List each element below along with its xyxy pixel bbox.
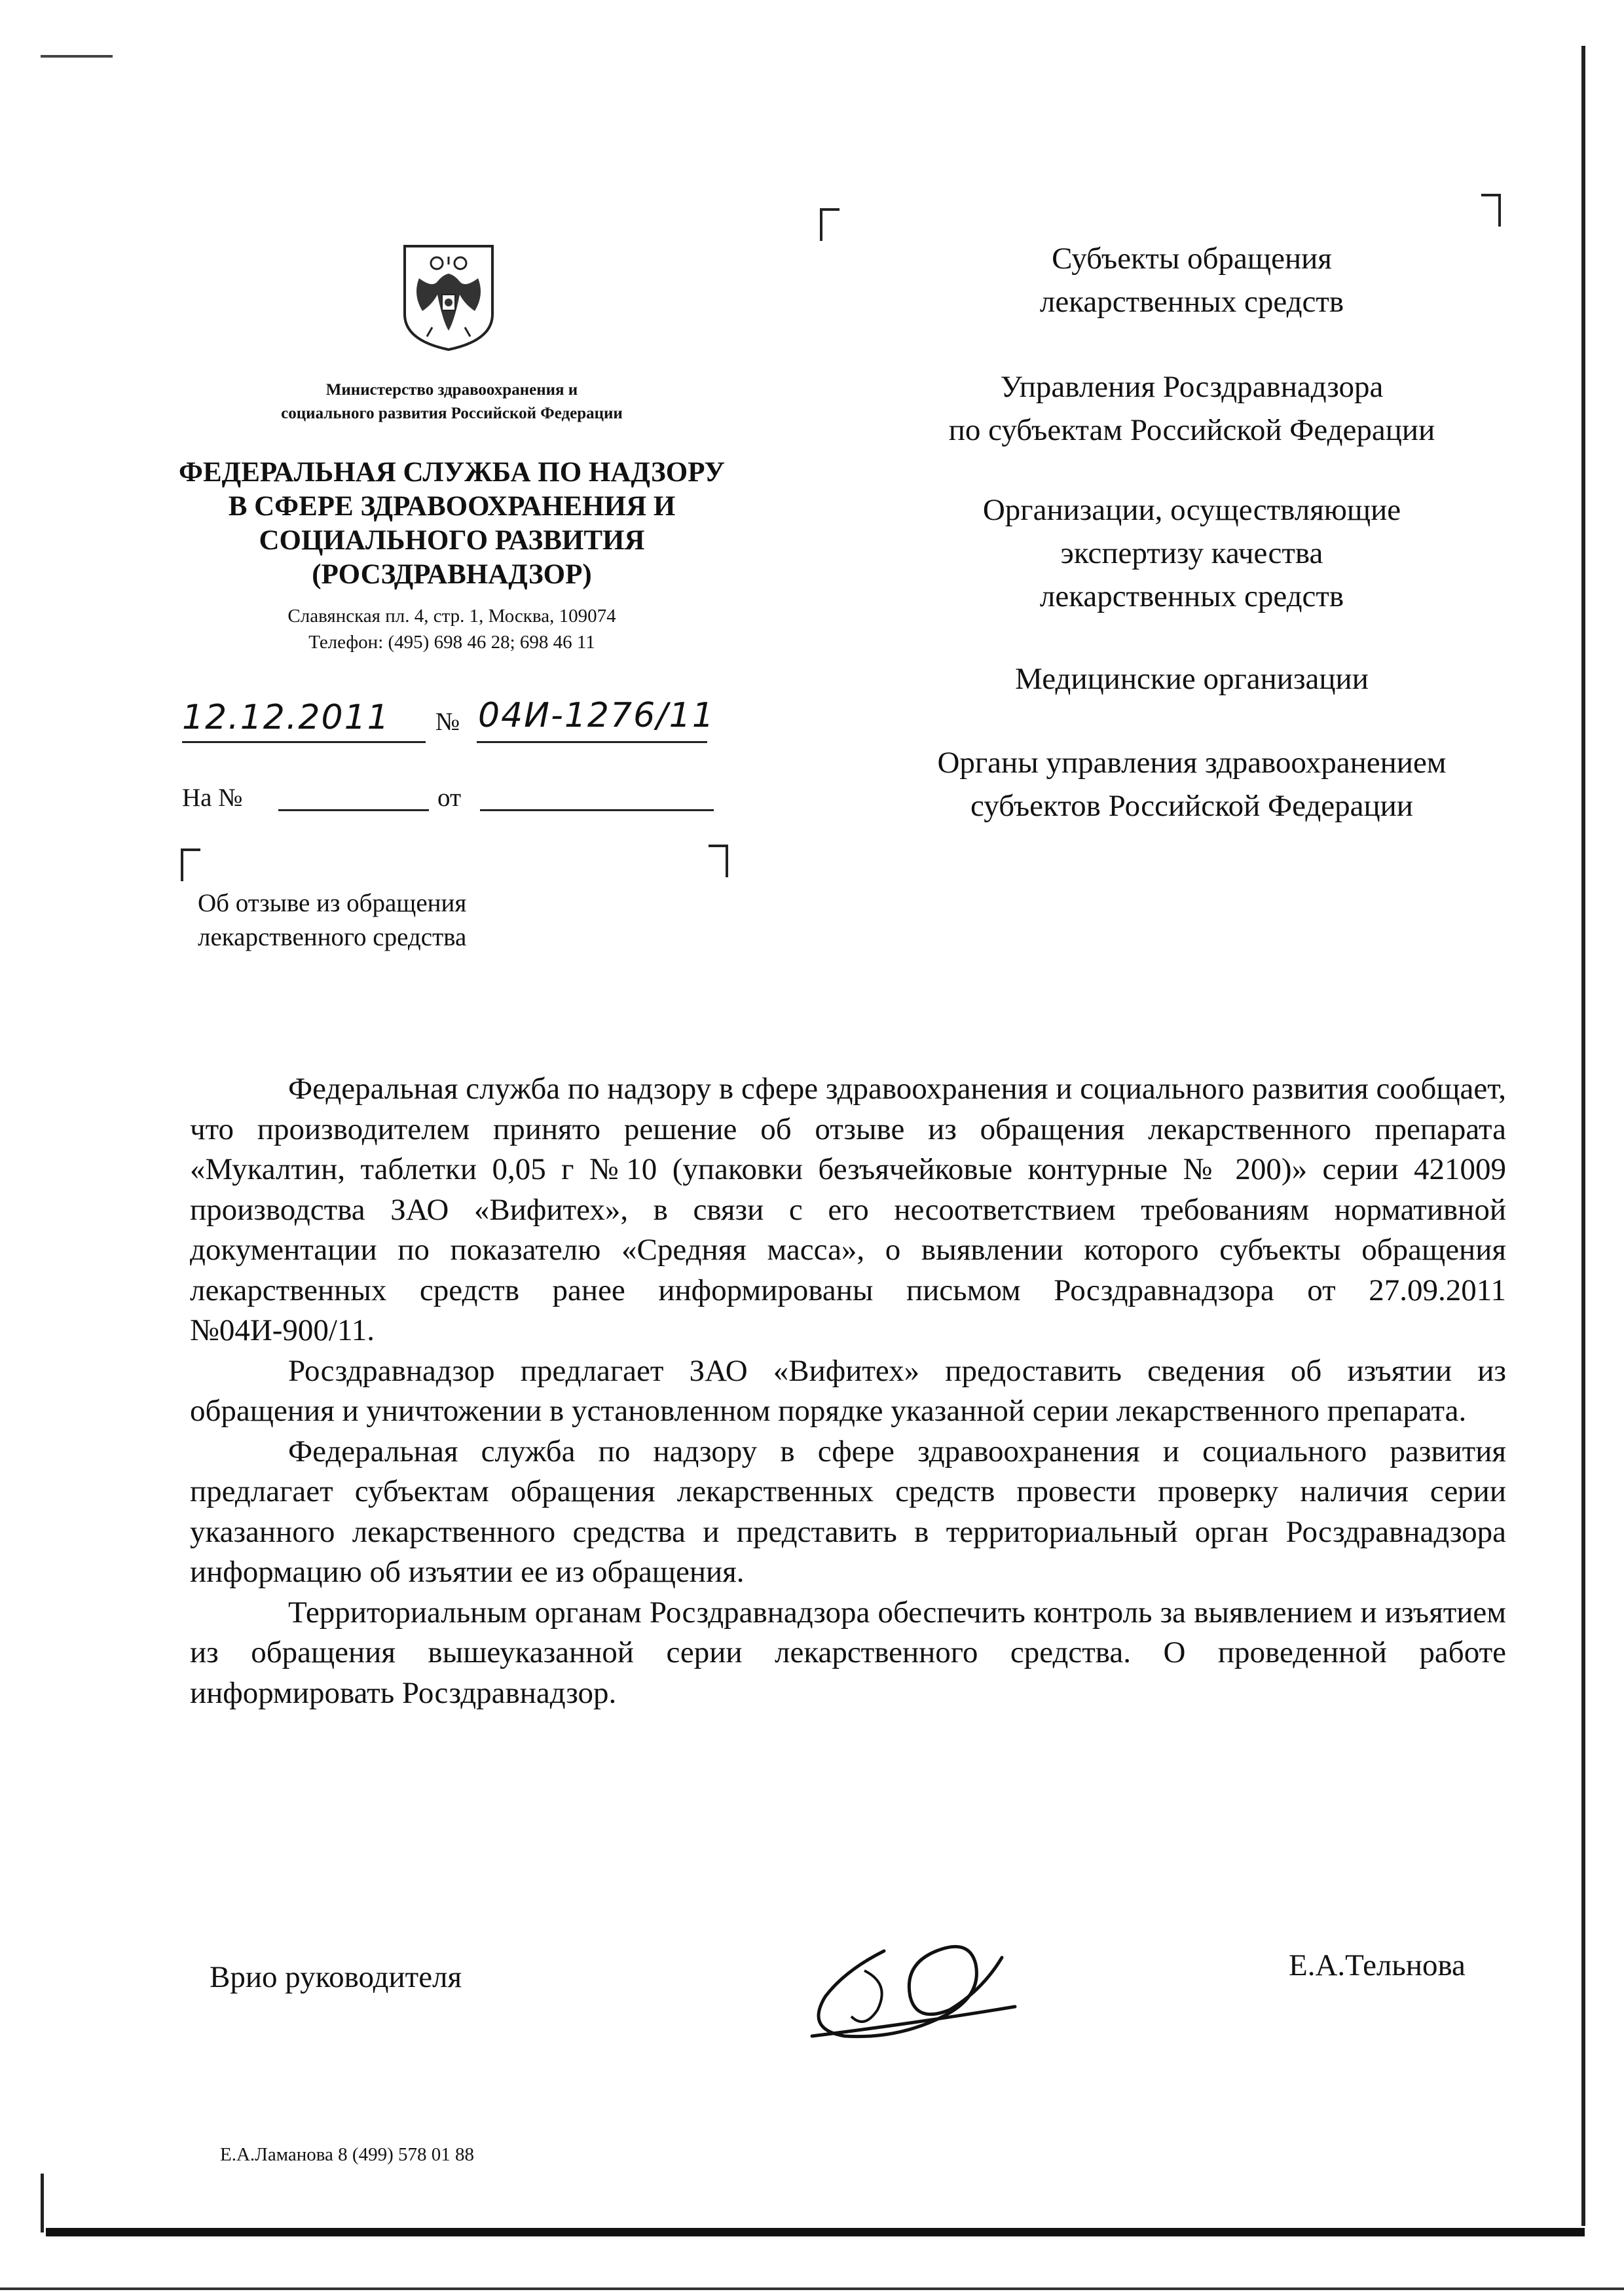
scan-edge-line: [0, 2287, 1624, 2290]
signatory-name: Е.А.Тельнова: [1289, 1948, 1466, 1982]
service-address: Славянская пл. 4, стр. 1, Москва, 109074 Телефон: (495) 698 46 28; 698 46 11: [287, 606, 616, 653]
addressee-4: Медицинские организации: [1015, 662, 1369, 696]
body-paragraph: Федеральная служба по надзору в сфере здравоохранения и социального развития сообщает, что производителем принято решение об отзыве из обращения лекарственного препарата «Мукалтин, таблетки 0,05 г №10 (упаковки безъячейковые контурные № 200)» серии 421009 производства ЗАО «Вифитех», в связи с его несоответствием требованиям нормативной документации по показателю «Средняя масса», о выявлении которого субъекты обращения лекарственных средств ранее информированы письмом Росздравнадзора от 27.09.2011 №04И-900/11.: [190, 1072, 1506, 1347]
scan-mark: [41, 55, 113, 58]
reply-number-underline: [278, 809, 429, 811]
signature-icon: [786, 1925, 1035, 2056]
ministry-name: Министерство здравоохранения и социального развития Российской Федерации: [281, 381, 623, 422]
reply-reference: На №: [182, 784, 243, 812]
addressee-3: Организации, осуществляющие экспертизу качества лекарственных средств: [982, 493, 1401, 613]
corner-mark: [1481, 194, 1501, 227]
letter-subject: Об отзыве из обращения лекарственного средства: [198, 889, 467, 951]
date-underline: [182, 741, 426, 743]
addressee-2: Управления Росздравнадзора по субъектам Российской Федерации: [948, 370, 1435, 447]
scan-edge-left: [41, 2174, 44, 2232]
letter-body: [190, 1069, 1506, 1713]
body-paragraph: Росздравнадзор предлагает ЗАО «Вифитех» предоставить сведения об изъятии из обращения и уничтожении в установленном порядке указанной серии лекарственного препарата.: [190, 1353, 1506, 1428]
service-name: ФЕДЕРАЛЬНАЯ СЛУЖБА ПО НАДЗОРУ В СФЕРЕ ЗДРАВООХРАНЕНИЯ И СОЦИАЛЬНОГО РАЗВИТИЯ (РОСЗДРАВНАДЗОР): [179, 457, 725, 590]
corner-mark: [820, 208, 840, 241]
scan-edge-right: [1581, 46, 1585, 2226]
reply-from: от: [437, 784, 462, 812]
number-label: №: [435, 708, 460, 736]
addressee-1: Субъекты обращения лекарственных средств: [1039, 242, 1344, 319]
executor-contact: Е.А.Ламанова 8 (499) 578 01 88: [220, 2144, 474, 2165]
scan-edge-bottom: [46, 2228, 1585, 2236]
signatory-title: Врио руководителя: [210, 1960, 462, 1994]
addressee-5: Органы управления здравоохранением субъектов Российской Федерации: [937, 746, 1447, 823]
registration-date: 12.12.2011: [182, 698, 390, 737]
coat-of-arms-icon: [399, 242, 498, 354]
number-underline: [477, 741, 707, 743]
reply-date-underline: [480, 809, 714, 811]
body-paragraph: Федеральная служба по надзору в сфере здравоохранения и социального развития предлагает субъектам обращения лекарственных средств провести проверку наличия серии указанного лекарственного средства и представить в территориальный орган Росздравнадзора информацию об изъятии ее из обращения.: [190, 1434, 1506, 1589]
corner-mark: [709, 845, 728, 877]
corner-mark: [181, 848, 200, 881]
registration-number: 04И-1276/11: [478, 696, 715, 735]
body-paragraph: Территориальным органам Росздравнадзора обеспечить контроль за выявлением и изъятием из обращения вышеуказанной серии лекарственного средства. О проведенной работе информировать Росздравнадзор.: [190, 1595, 1506, 1710]
